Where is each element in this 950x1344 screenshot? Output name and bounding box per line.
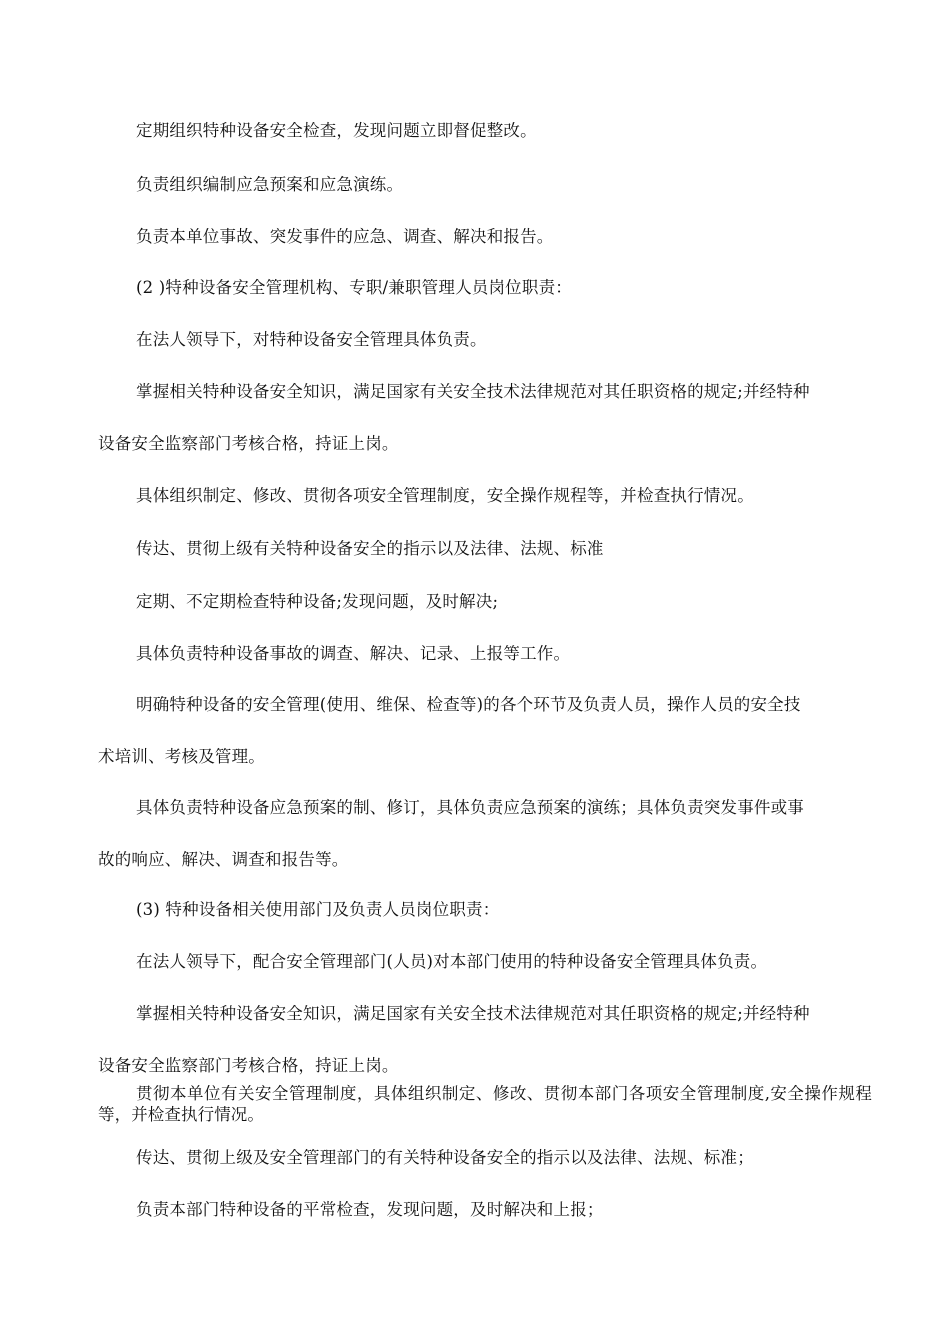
- paragraph-line: 传达、贯彻上级有关特种设备安全的指示以及法律、法规、标准: [136, 539, 604, 558]
- paragraph-block: 贯彻本单位有关安全管理制度，具体组织制定、修改、贯彻本部门各项安全管理制度,安全操作规程等，并检查执行情况。: [98, 1084, 872, 1124]
- paragraph-line: 设备安全监察部门考核合格，持证上岗。: [98, 1056, 399, 1075]
- paragraph-line: 术培训、考核及管理。: [98, 747, 265, 766]
- paragraph-line: 设备安全监察部门考核合格，持证上岗。: [98, 434, 399, 453]
- section-heading: (3) 特种设备相关使用部门及负责人员岗位职责：: [136, 900, 500, 919]
- paragraph-line: 传达、贯彻上级及安全管理部门的有关特种设备安全的指示以及法律、法规、标准；: [136, 1148, 754, 1167]
- paragraph-line: 故的响应、解决、调查和报告等。: [98, 850, 349, 869]
- paragraph-line: 负责组织编制应急预案和应急演练。: [136, 175, 404, 194]
- paragraph-line: 掌握相关特种设备安全知识，满足国家有关安全技术法律规范对其任职资格的规定;并经特种: [136, 1004, 810, 1023]
- paragraph-line: 在法人领导下，对特种设备安全管理具体负责。: [136, 330, 487, 349]
- paragraph-line: 具体负责特种设备事故的调查、解决、记录、上报等工作。: [136, 644, 571, 663]
- paragraph-line: 具体负责特种设备应急预案的制、修订，具体负责应急预案的演练；具体负责突发事件或事: [136, 798, 804, 817]
- paragraph-line: 掌握相关特种设备安全知识，满足国家有关安全技术法律规范对其任职资格的规定;并经特种: [136, 382, 810, 401]
- paragraph-line: 在法人领导下，配合安全管理部门(人员)对本部门使用的特种设备安全管理具体负责。: [136, 952, 768, 971]
- paragraph-line: 负责本部门特种设备的平常检查，发现问题，及时解决和上报；: [136, 1200, 604, 1219]
- paragraph-line: 具体组织制定、修改、贯彻各项安全管理制度，安全操作规程等，并检查执行情况。: [136, 486, 754, 505]
- section-heading: (2 )特种设备安全管理机构、专职/兼职管理人员岗位职责：: [136, 278, 572, 297]
- paragraph-line: 明确特种设备的安全管理(使用、维保、检查等)的各个环节及负责人员，操作人员的安全技: [136, 695, 801, 714]
- paragraph-line: 定期、不定期检查特种设备;发现问题，及时解决;: [136, 592, 499, 611]
- paragraph-line: 定期组织特种设备安全检查，发现问题立即督促整改。: [136, 121, 537, 140]
- paragraph-line: 负责本单位事故、突发事件的应急、调查、解决和报告。: [136, 227, 554, 246]
